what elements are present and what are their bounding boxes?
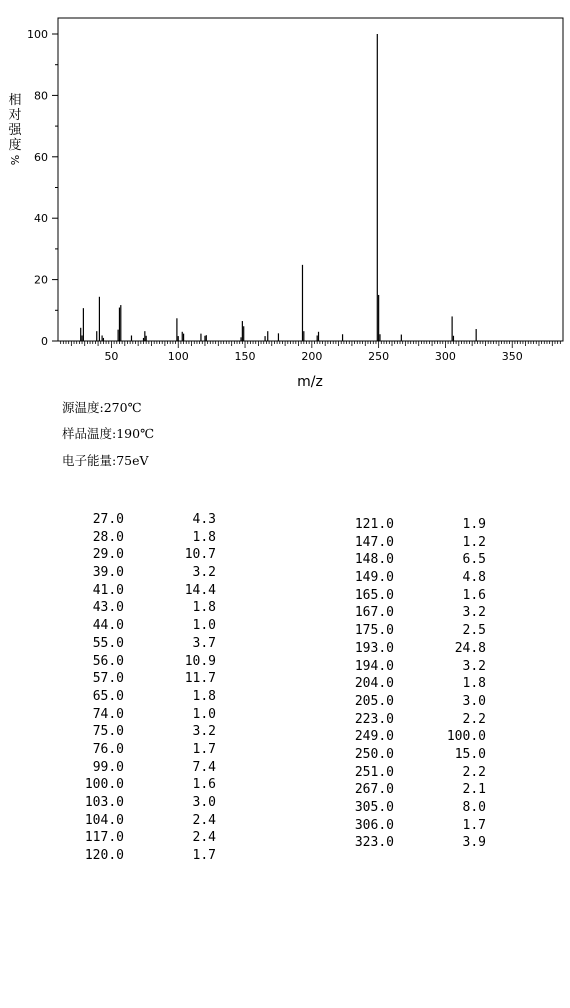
table-row <box>60 582 220 600</box>
mz-value: 55.0 <box>92 635 124 651</box>
table-row <box>330 551 490 569</box>
mz-value: 74.0 <box>92 706 124 722</box>
mz-value: 76.0 <box>92 741 124 757</box>
mz-value: 28.0 <box>92 529 124 545</box>
x-axis-ticks <box>61 341 561 363</box>
table-row <box>60 564 220 582</box>
table-row <box>60 688 220 706</box>
intensity-value: 1.6 <box>462 587 486 603</box>
mz-value: 41.0 <box>92 582 124 598</box>
intensity-value: 4.8 <box>462 570 486 586</box>
mz-value: 100.0 <box>84 777 124 793</box>
x-tick-label: 150 <box>234 350 256 363</box>
mz-value: 323.0 <box>354 835 394 851</box>
table-row <box>60 847 220 865</box>
y-tick-label: 100 <box>27 28 48 41</box>
intensity-value: 2.4 <box>192 812 216 828</box>
mz-value: 305.0 <box>354 800 394 815</box>
mz-value: 29.0 <box>92 547 124 563</box>
y-tick-label: 20 <box>34 273 48 287</box>
table-row <box>330 587 490 605</box>
mz-value: 103.0 <box>84 795 124 810</box>
table-row <box>60 706 220 724</box>
intensity-value: 6.5 <box>462 552 486 568</box>
intensity-value: 1.6 <box>192 777 216 793</box>
mz-value: 147.0 <box>354 534 394 550</box>
table-row <box>330 799 490 817</box>
intensity-value: 3.2 <box>462 658 486 674</box>
table-row <box>330 693 490 711</box>
intensity-value: 1.7 <box>462 817 486 833</box>
mz-value: 104.0 <box>84 812 124 828</box>
x-axis-label: m/z <box>297 374 323 390</box>
mz-value: 306.0 <box>354 817 394 833</box>
table-row <box>330 781 490 799</box>
intensity-value: 7.4 <box>192 759 216 775</box>
table-row <box>60 617 220 635</box>
intensity-value: 2.2 <box>462 711 486 727</box>
intensity-value: 2.5 <box>462 623 486 639</box>
table-row <box>330 658 490 676</box>
intensity-value: 2.2 <box>462 764 486 780</box>
y-axis-ticks <box>27 28 58 348</box>
mz-value: 148.0 <box>354 552 394 568</box>
intensity-value: 3.0 <box>192 795 216 810</box>
source-temperature: 源温度:270℃ <box>62 400 142 415</box>
intensity-value: 1.8 <box>192 529 216 545</box>
table-row <box>330 764 490 782</box>
table-row <box>330 569 490 587</box>
x-tick-label: 50 <box>104 350 119 363</box>
mz-value: 251.0 <box>354 764 394 780</box>
mz-value: 149.0 <box>354 570 394 586</box>
table-row <box>60 723 220 741</box>
table-row <box>60 599 220 617</box>
intensity-value: 3.9 <box>462 835 486 851</box>
mz-value: 121.0 <box>354 517 394 532</box>
intensity-value: 14.4 <box>184 582 216 598</box>
mz-value: 250.0 <box>354 746 394 762</box>
x-tick-label: 200 <box>301 350 323 363</box>
mz-value: 99.0 <box>92 759 124 775</box>
y-axis-label-3: 强 <box>8 123 22 138</box>
y-axis-label-4: 度 <box>8 138 22 153</box>
intensity-value: 100.0 <box>446 729 486 745</box>
mz-value: 75.0 <box>92 724 124 740</box>
x-tick-label: 100 <box>167 350 189 363</box>
intensity-value: 10.7 <box>184 547 216 563</box>
mz-value: 57.0 <box>92 671 124 687</box>
table-row <box>60 741 220 759</box>
y-axis-label-unit: % <box>9 154 22 166</box>
intensity-value: 1.0 <box>192 618 216 634</box>
sample-temperature: 样品温度:190℃ <box>62 426 155 441</box>
intensity-value: 1.7 <box>192 848 216 864</box>
table-row <box>330 534 490 552</box>
mz-value: 204.0 <box>354 676 394 692</box>
table-row <box>60 529 220 547</box>
table-row <box>330 516 490 534</box>
mz-value: 39.0 <box>92 565 124 581</box>
intensity-value: 1.9 <box>462 517 486 532</box>
mz-value: 117.0 <box>84 830 124 846</box>
intensity-value: 3.2 <box>192 724 216 740</box>
table-row <box>60 635 220 653</box>
table-row <box>60 776 220 794</box>
mz-value: 267.0 <box>354 782 394 798</box>
peak-table-left <box>60 511 220 865</box>
table-row <box>330 746 490 764</box>
mz-value: 43.0 <box>92 600 124 616</box>
table-row <box>330 728 490 746</box>
intensity-value: 1.8 <box>192 600 216 616</box>
y-tick-label: 60 <box>34 150 48 164</box>
mz-value: 167.0 <box>354 605 394 621</box>
mz-value: 65.0 <box>92 688 124 704</box>
intensity-value: 1.2 <box>462 534 486 550</box>
x-tick-label: 350 <box>501 350 523 363</box>
table-row <box>330 834 490 852</box>
y-tick-label: 80 <box>34 89 48 103</box>
table-row <box>330 640 490 658</box>
intensity-value: 1.7 <box>192 741 216 757</box>
mz-value: 194.0 <box>354 658 394 674</box>
y-axis-label-1: 相 <box>8 93 22 108</box>
mz-value: 120.0 <box>84 848 124 864</box>
table-row <box>330 604 490 622</box>
intensity-value: 1.8 <box>192 688 216 704</box>
y-axis-label-2: 对 <box>8 108 22 123</box>
table-row <box>330 711 490 729</box>
table-row <box>60 511 220 529</box>
mz-value: 165.0 <box>354 587 394 603</box>
intensity-value: 10.9 <box>184 653 216 669</box>
peak-table-right <box>330 516 490 852</box>
table-row <box>60 759 220 777</box>
plot-frame <box>58 18 563 341</box>
mz-value: 175.0 <box>354 623 394 639</box>
mz-value: 193.0 <box>354 640 394 656</box>
intensity-value: 3.7 <box>192 635 216 651</box>
spectrum-peaks <box>81 34 476 341</box>
intensity-value: 3.0 <box>462 693 486 709</box>
intensity-value: 15.0 <box>454 746 486 762</box>
mz-value: 56.0 <box>92 653 124 669</box>
intensity-value: 1.8 <box>462 676 486 692</box>
intensity-value: 1.0 <box>192 706 216 722</box>
table-row <box>330 675 490 693</box>
mz-value: 205.0 <box>354 693 394 709</box>
x-tick-label: 300 <box>434 350 456 363</box>
table-row <box>60 546 220 564</box>
electron-energy: 电子能量:75eV <box>62 453 149 468</box>
mz-value: 223.0 <box>354 711 394 727</box>
table-row <box>330 622 490 640</box>
intensity-value: 8.0 <box>462 800 486 815</box>
x-tick-label: 250 <box>368 350 390 363</box>
intensity-value: 24.8 <box>454 640 486 656</box>
mass-spectrum-chart <box>0 0 570 395</box>
y-tick-label: 0 <box>41 335 48 348</box>
table-row <box>60 653 220 671</box>
mz-value: 249.0 <box>354 729 394 745</box>
mz-value: 27.0 <box>92 512 124 527</box>
table-row <box>60 829 220 847</box>
table-row <box>60 812 220 830</box>
table-row <box>330 817 490 835</box>
intensity-value: 2.1 <box>462 782 486 798</box>
table-row <box>60 670 220 688</box>
intensity-value: 3.2 <box>462 605 486 621</box>
y-tick-label: 40 <box>34 212 48 226</box>
intensity-value: 4.3 <box>192 512 216 527</box>
intensity-value: 2.4 <box>192 830 216 846</box>
intensity-value: 3.2 <box>192 565 216 581</box>
table-row <box>60 794 220 812</box>
intensity-value: 11.7 <box>184 671 216 687</box>
mz-value: 44.0 <box>92 618 124 634</box>
